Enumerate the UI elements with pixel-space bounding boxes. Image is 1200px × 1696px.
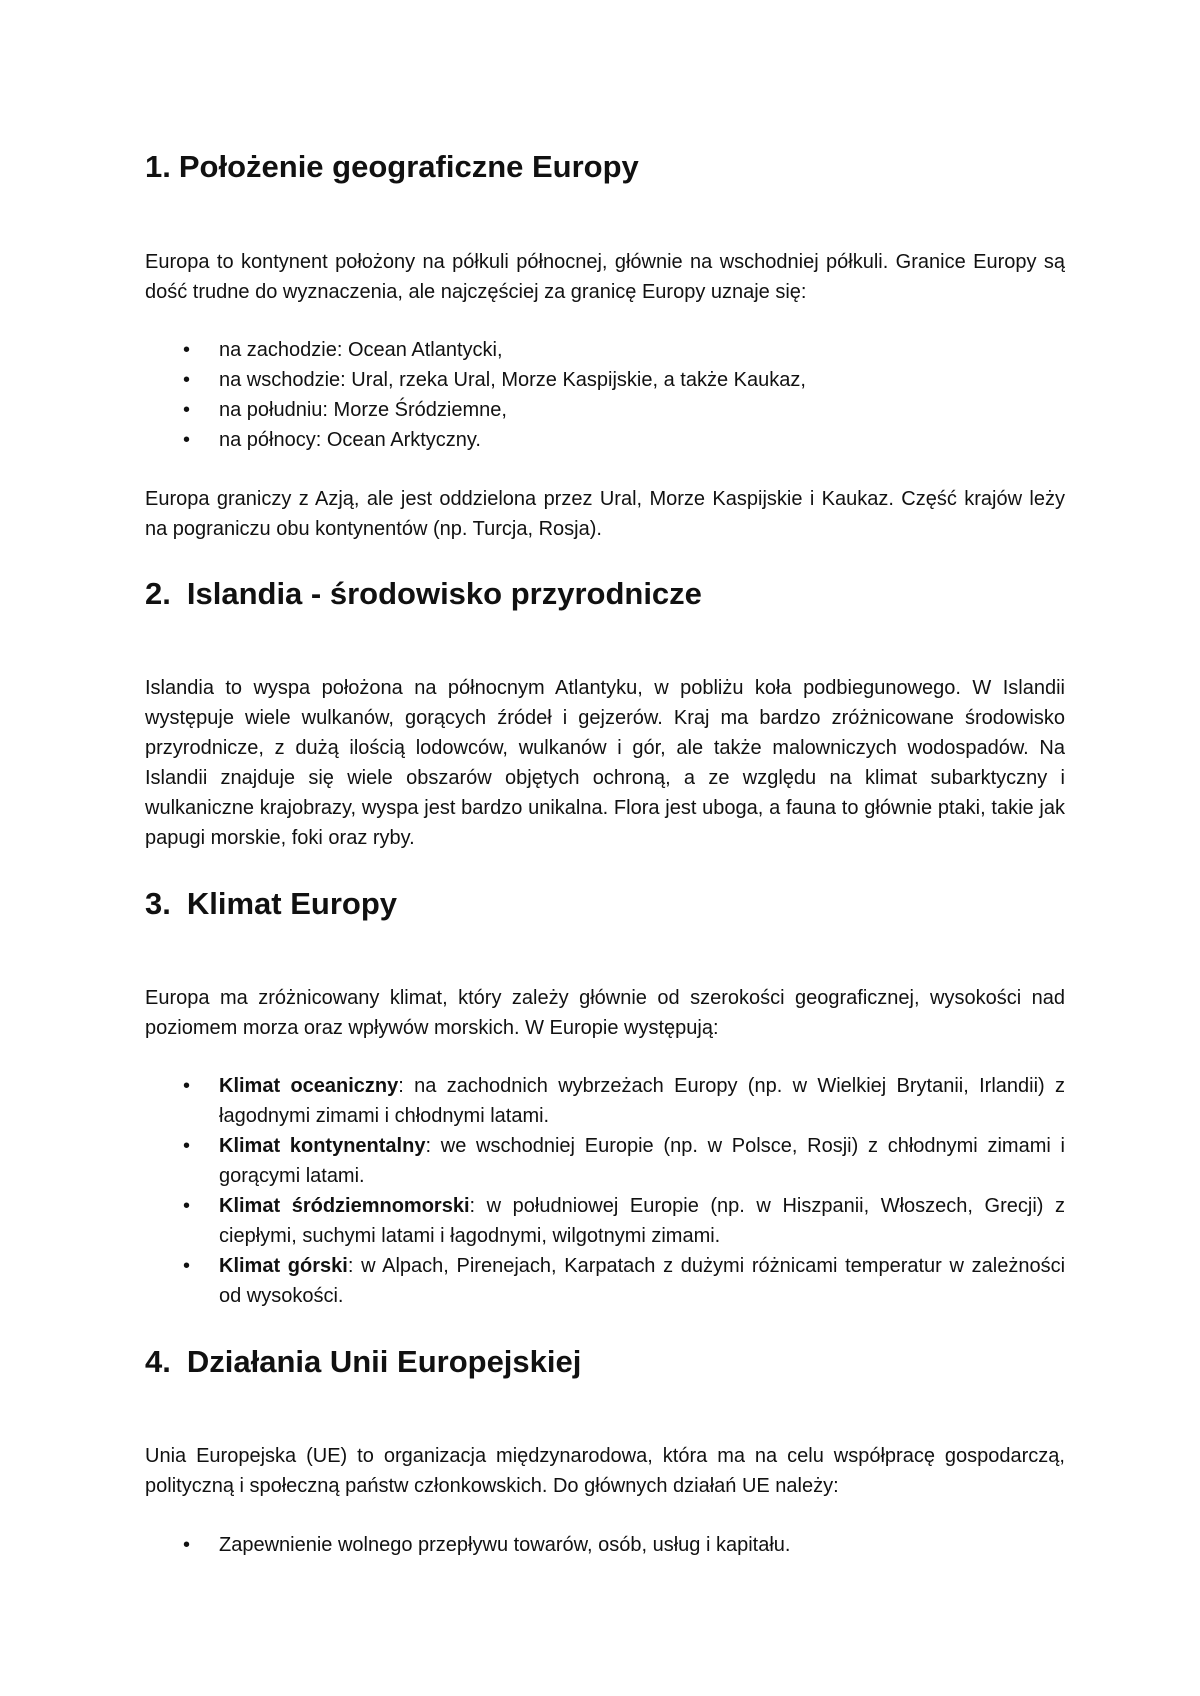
section-3-heading (145, 884, 1065, 924)
list-item-text: na południu: Morze Śródziemne, (219, 399, 507, 421)
climate-term: Klimat śródziemnomorski (219, 1195, 470, 1217)
section-4-content (145, 1441, 1065, 1501)
section-2-body: Islandia to wyspa położona na północnym Atlantyku, w pobliżu koła podbiegunowego. W Islandii występuje wiele wulkanów, gorących źródeł i gejzerów. Kraj ma bardzo zróżnicowane środowisko przyrodnicze, z dużą ilością lodowców, wulkanów i gór, ale także malowniczych wodospadów. Na Islandii znajduje się wiele obszarów objętych ochroną, a ze względu na klimat subarktyczny i wulkaniczne krajobrazy, wyspa jest bardzo unikalna. Flora jest uboga, a fauna to głównie ptaki, takie jak papugi morskie, foki oraz ryby. (145, 677, 1065, 849)
section-3-list-wrap (145, 1071, 1065, 1311)
section-4-list (145, 1530, 1065, 1560)
list-item (145, 1251, 1065, 1311)
list-item-text: na północy: Ocean Arktyczny. (219, 429, 481, 451)
section-3 (145, 884, 1065, 924)
bullet-icon: • (183, 1255, 191, 1277)
section-1-outro-wrap (145, 484, 1065, 544)
bullet-icon: • (183, 429, 191, 451)
climate-desc: : na zachodnich wybrzeżach Europy (np. w Wielkiej Brytanii, Irlandii) z łagodnymi zimami i chłodnymi latami. (219, 1075, 1065, 1127)
climate-term: Klimat górski (219, 1255, 348, 1277)
bullet-icon: • (183, 369, 191, 391)
list-item (145, 1131, 1065, 1191)
section-2-content (145, 673, 1065, 853)
section-3-content (145, 983, 1065, 1043)
section-4 (145, 1342, 1065, 1382)
bullet-icon: • (183, 1534, 191, 1556)
section-3-number: 3. (145, 886, 171, 921)
section-1-list (145, 335, 1065, 455)
section-1-content (145, 247, 1065, 307)
bullet-icon: • (183, 339, 191, 361)
climate-term: Klimat oceaniczny (219, 1075, 399, 1097)
section-4-list-wrap (145, 1530, 1065, 1560)
bullet-icon: • (183, 1195, 191, 1217)
section-2-number: 2. (145, 576, 171, 611)
section-3-list (145, 1071, 1065, 1311)
section-1-heading (145, 147, 1065, 187)
list-item (145, 1530, 1065, 1560)
section-1-list-wrap (145, 335, 1065, 455)
bullet-icon: • (183, 1135, 191, 1157)
section-2-title: Islandia - środowisko przyrodnicze (186, 576, 702, 611)
section-1 (145, 147, 1065, 187)
section-2 (145, 574, 1065, 614)
list-item (145, 365, 1065, 395)
climate-term: Klimat kontynentalny (219, 1135, 426, 1157)
climate-desc: : we wschodniej Europie (np. w Polsce, Rosji) z chłodnymi zimami i gorącymi latami. (219, 1135, 1066, 1187)
list-item-text: na zachodzie: Ocean Atlantycki, (219, 339, 503, 361)
section-1-intro: Europa to kontynent położony na półkuli północnej, głównie na wschodniej półkuli. Granice Europy są dość trudne do wyznaczenia, ale najczęściej za granicę Europy uznaje się: (145, 251, 1065, 303)
section-1-title: Położenie geograficzne Europy (178, 149, 639, 184)
section-4-intro: Unia Europejska (UE) to organizacja międzynarodowa, która ma na celu współpracę gospodarczą, polityczną i społeczną państw członkowskich. Do głównych działań UE należy: (145, 1445, 1065, 1497)
section-4-title: Działania Unii Europejskiej (186, 1344, 582, 1379)
section-3-title: Klimat Europy (186, 886, 398, 921)
list-item-text: na wschodzie: Ural, rzeka Ural, Morze Kaspijskie, a także Kaukaz, (219, 369, 806, 391)
section-1-number: 1. (145, 149, 171, 184)
list-item (145, 395, 1065, 425)
list-item (145, 425, 1065, 455)
list-item-text: Zapewnienie wolnego przepływu towarów, osób, usług i kapitału. (219, 1534, 791, 1556)
list-item (145, 335, 1065, 365)
section-4-number: 4. (145, 1344, 171, 1379)
climate-desc: : w Alpach, Pirenejach, Karpatach z dużymi różnicami temperatur w zależności od wysokości. (219, 1255, 1066, 1307)
bullet-icon: • (183, 1075, 191, 1097)
section-4-heading (145, 1342, 1065, 1382)
section-3-intro: Europa ma zróżnicowany klimat, który zależy głównie od szerokości geograficznej, wysokości nad poziomem morza oraz wpływów morskich. W Europie występują: (145, 987, 1065, 1039)
climate-desc: : w południowej Europie (np. w Hiszpanii, Włoszech, Grecji) z ciepłymi, suchymi latami i łagodnymi, wilgotnymi zimami. (219, 1195, 1065, 1247)
list-item (145, 1191, 1065, 1251)
list-item (145, 1071, 1065, 1131)
section-2-heading (145, 574, 1065, 614)
section-1-outro: Europa graniczy z Azją, ale jest oddzielona przez Ural, Morze Kaspijskie i Kaukaz. Część krajów leży na pograniczu obu kontynentów (np. Turcja, Rosja). (145, 488, 1065, 540)
bullet-icon: • (183, 399, 191, 421)
